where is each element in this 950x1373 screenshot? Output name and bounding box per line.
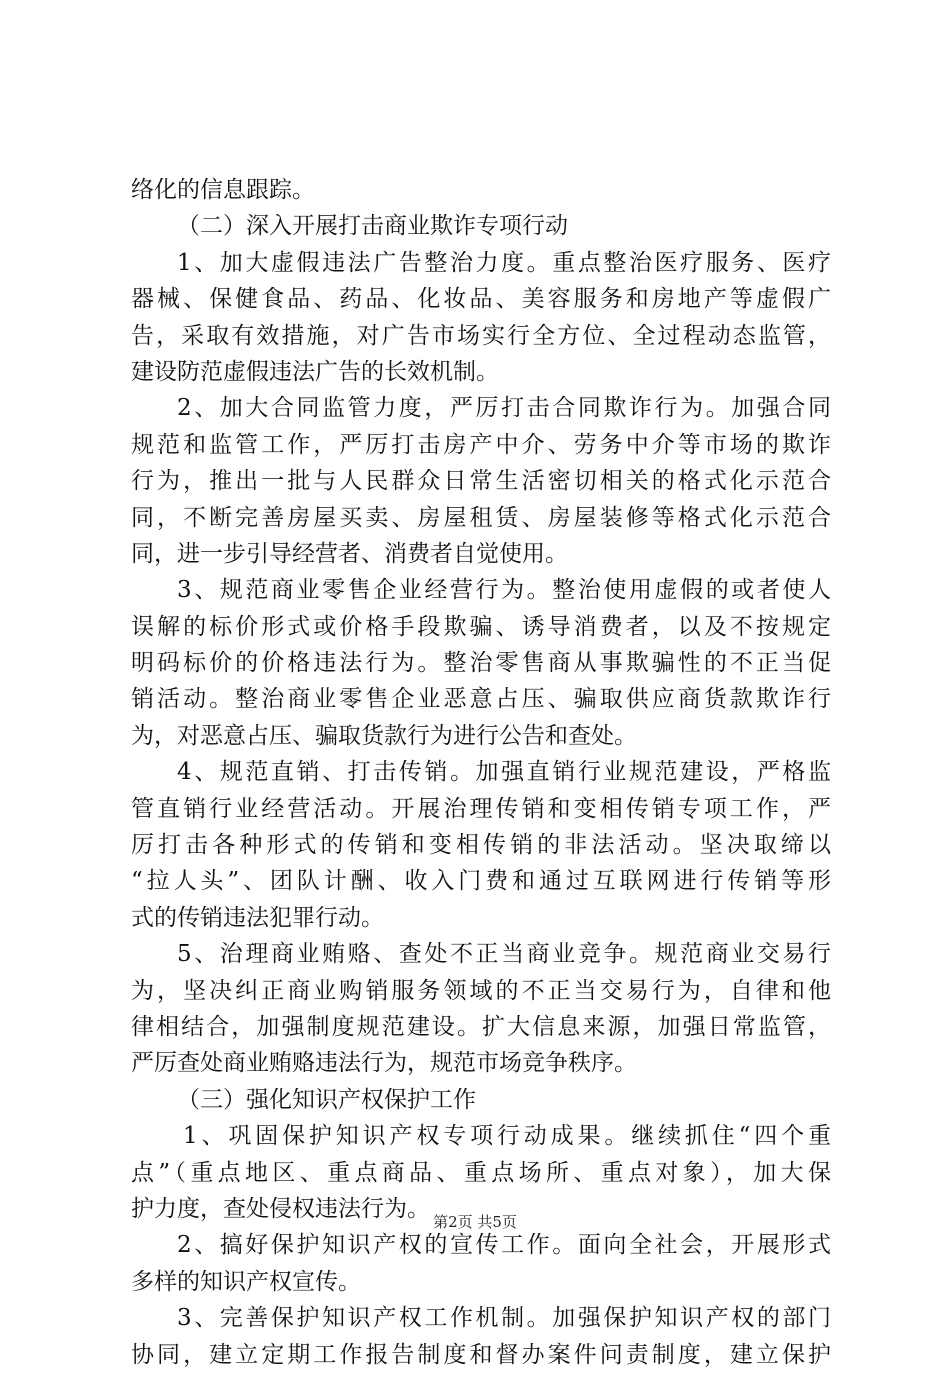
page-footer: 第2页 共5页 (433, 1213, 517, 1231)
text-line: 器械、保健食品、药品、化妆品、美容服务和房地产等虚假广 (131, 286, 831, 313)
text-line: 3、完善保护知识产权工作机制。加强保护知识产权的部门 (177, 1305, 831, 1332)
text-line: 2、加大合同监管力度，严厉打击合同欺诈行为。加强合同 (177, 395, 831, 422)
text-line: 销活动。整治商业零售企业恶意占压、骗取供应商货款欺诈行 (131, 686, 831, 713)
text-line: 式的传销违法犯罪行动。 (131, 904, 384, 931)
text-line: 为，坚决纠正商业购销服务领域的不正当交易行为，自律和他 (131, 977, 831, 1004)
text-line: 为，对恶意占压、骗取货款行为进行公告和查处。 (131, 722, 637, 749)
text-line: 厉打击各种形式的传销和变相传销的非法活动。坚决取缔以 (131, 832, 831, 859)
text-line: 护力度，查处侵权违法行为。 (131, 1195, 430, 1222)
text-line: 点”（重点地区、重点商品、重点场所、重点对象），加大保 (131, 1159, 831, 1186)
text-line: 明码标价的价格违法行为。整治零售商从事欺骗性的不正当促 (131, 650, 831, 677)
section-heading: （二）深入开展打击商业欺诈专项行动 (177, 213, 568, 240)
text-line: 3、规范商业零售企业经营行为。整治使用虚假的或者使人 (177, 577, 831, 604)
text-line: 误解的标价形式或价格手段欺骗、诱导消费者，以及不按规定 (131, 613, 831, 640)
text-line: 规范和监管工作，严厉打击房产中介、劳务中介等市场的欺诈 (131, 431, 831, 458)
text-line: 1、加大虚假违法广告整治力度。重点整治医疗服务、医疗 (177, 249, 831, 276)
text-line: 协同，建立定期工作报告制度和督办案件问责制度，建立保护 (131, 1341, 831, 1368)
text-line: 行为，推出一批与人民群众日常生活密切相关的格式化示范合 (131, 468, 831, 495)
text-line: “拉人头”、团队计酬、收入门费和通过互联网进行传销等形 (131, 868, 831, 895)
text-line: 同，不断完善房屋买卖、房屋租赁、房屋装修等格式化示范合 (131, 504, 831, 531)
text-line: 1、巩固保护知识产权专项行动成果。继续抓住“四个重 (183, 1123, 831, 1150)
text-line: 同，进一步引导经营者、消费者自觉使用。 (131, 540, 568, 567)
text-line: 4、规范直销、打击传销。加强直销行业规范建设，严格监 (177, 759, 831, 786)
text-line: 告，采取有效措施，对广告市场实行全方位、全过程动态监管， (131, 322, 831, 349)
document-body (131, 172, 831, 1373)
text-line: 络化的信息跟踪。 (131, 177, 315, 203)
section-heading: （三）强化知识产权保护工作 (177, 1086, 476, 1113)
text-line: 管直销行业经营活动。开展治理传销和变相传销专项工作，严 (131, 795, 831, 822)
text-line: 多样的知识产权宣传。 (131, 1268, 361, 1295)
text-line: 2、搞好保护知识产权的宣传工作。面向全社会，开展形式 (177, 1232, 831, 1259)
text-line: 建设防范虚假违法广告的长效机制。 (131, 358, 499, 385)
text-line: 严厉查处商业贿赂违法行为，规范市场竞争秩序。 (131, 1050, 637, 1077)
text-line: 律相结合，加强制度规范建设。扩大信息来源，加强日常监管， (131, 1013, 831, 1040)
text-line: 5、治理商业贿赂、查处不正当商业竞争。规范商业交易行 (177, 941, 831, 968)
